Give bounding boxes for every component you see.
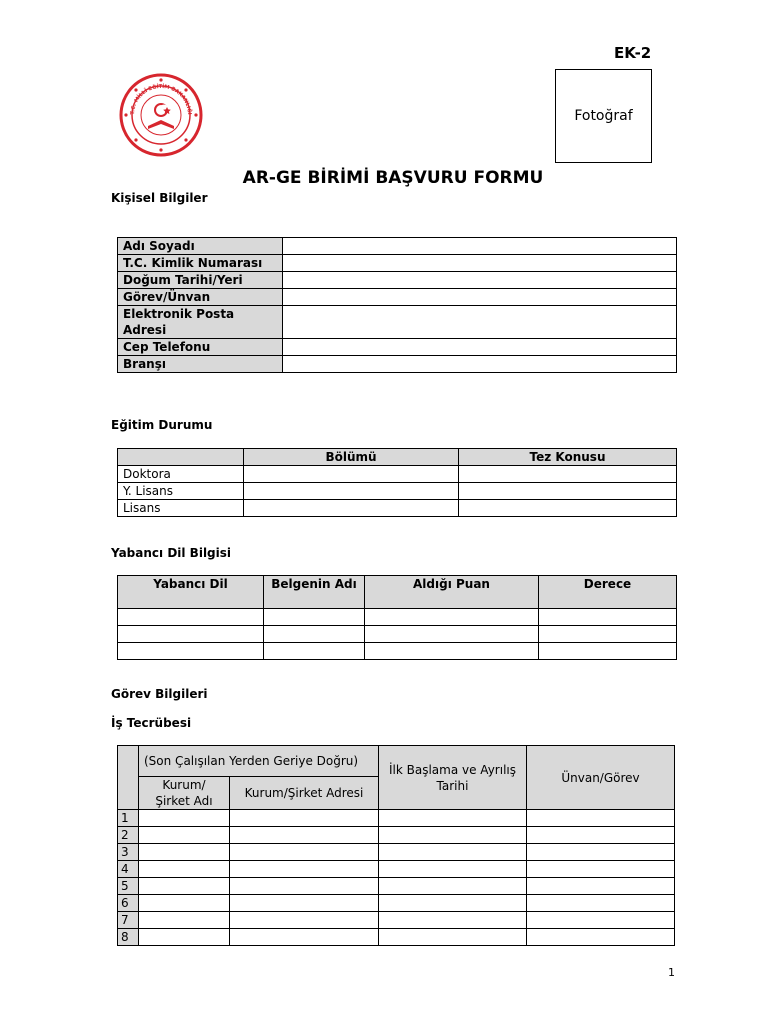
company-cell[interactable] [139, 844, 230, 861]
certificate-cell[interactable] [264, 626, 365, 643]
title-cell[interactable] [527, 929, 675, 946]
personal-row [118, 289, 677, 306]
title-cell[interactable] [527, 844, 675, 861]
company-cell[interactable] [139, 912, 230, 929]
experience-row [118, 810, 675, 827]
education-department-cell[interactable] [244, 500, 459, 517]
education-thesis-cell[interactable] [459, 483, 677, 500]
dates-cell[interactable] [379, 827, 527, 844]
experience-row-number: 2 [118, 827, 139, 844]
annex-label: EK-2 [614, 44, 652, 62]
title-cell[interactable] [527, 861, 675, 878]
experience-row [118, 861, 675, 878]
address-cell[interactable] [230, 912, 379, 929]
address-cell[interactable] [230, 827, 379, 844]
education-thesis-cell[interactable] [459, 500, 677, 517]
address-cell[interactable] [230, 844, 379, 861]
experience-row-number: 7 [118, 912, 139, 929]
dates-cell[interactable] [379, 895, 527, 912]
degree-cell[interactable] [539, 643, 677, 660]
experience-col-address: Kurum/Şirket Adresi [230, 777, 379, 810]
certificate-cell[interactable] [264, 609, 365, 626]
experience-table [117, 745, 675, 946]
job-info-heading: Görev Bilgileri [111, 687, 208, 701]
personal-field-input[interactable] [283, 272, 677, 289]
personal-field-label: T.C. Kimlik Numarası [118, 255, 283, 272]
experience-row [118, 912, 675, 929]
language-row [118, 626, 677, 643]
education-table [117, 448, 677, 517]
dates-cell[interactable] [379, 844, 527, 861]
experience-row-number: 1 [118, 810, 139, 827]
personal-field-input[interactable] [283, 289, 677, 306]
personal-info-heading: Kişisel Bilgiler [111, 191, 208, 205]
education-row [118, 500, 677, 517]
experience-col-index [118, 746, 139, 810]
company-cell[interactable] [139, 810, 230, 827]
form-title: AR-GE BİRİMİ BAŞVURU FORMU [242, 168, 544, 188]
page-number: 1 [668, 966, 675, 979]
education-col-department: Bölümü [244, 449, 459, 466]
language-col-score: Aldığı Puan [365, 576, 539, 609]
experience-row [118, 878, 675, 895]
language-cell[interactable] [118, 626, 264, 643]
personal-field-label: Branşı [118, 356, 283, 373]
address-cell[interactable] [230, 895, 379, 912]
experience-col-company: Kurum/ Şirket Adı [139, 777, 230, 810]
company-cell[interactable] [139, 929, 230, 946]
language-header-row [118, 576, 677, 609]
dates-cell[interactable] [379, 929, 527, 946]
experience-row-number: 4 [118, 861, 139, 878]
address-cell[interactable] [230, 810, 379, 827]
experience-header-row-1 [118, 746, 675, 777]
address-cell[interactable] [230, 929, 379, 946]
personal-field-input[interactable] [283, 255, 677, 272]
score-cell[interactable] [365, 626, 539, 643]
personal-field-label: Elektronik Posta Adresi [118, 306, 283, 339]
experience-row-number: 5 [118, 878, 139, 895]
personal-field-label: Doğum Tarihi/Yeri [118, 272, 283, 289]
personal-row [118, 255, 677, 272]
language-row [118, 643, 677, 660]
dates-cell[interactable] [379, 861, 527, 878]
company-cell[interactable] [139, 895, 230, 912]
experience-row-number: 3 [118, 844, 139, 861]
title-cell[interactable] [527, 810, 675, 827]
experience-row [118, 929, 675, 946]
personal-row [118, 306, 677, 339]
dates-cell[interactable] [379, 878, 527, 895]
dates-cell[interactable] [379, 912, 527, 929]
language-row [118, 609, 677, 626]
title-cell[interactable] [527, 878, 675, 895]
education-heading: Eğitim Durumu [111, 418, 213, 432]
degree-cell[interactable] [539, 609, 677, 626]
language-table [117, 575, 677, 660]
education-department-cell[interactable] [244, 483, 459, 500]
education-header-row [118, 449, 677, 466]
experience-col-dates: İlk Başlama ve Ayrılış Tarihi [379, 746, 527, 810]
experience-row [118, 844, 675, 861]
language-cell[interactable] [118, 643, 264, 660]
certificate-cell[interactable] [264, 643, 365, 660]
personal-field-input[interactable] [283, 306, 677, 339]
photo-placeholder[interactable] [555, 69, 652, 163]
degree-cell[interactable] [539, 626, 677, 643]
photo-label: Fotoğraf [574, 108, 633, 124]
personal-field-label: Görev/Ünvan [118, 289, 283, 306]
experience-heading: İş Tecrübesi [111, 716, 192, 730]
language-heading: Yabancı Dil Bilgisi [111, 546, 232, 560]
address-cell[interactable] [230, 878, 379, 895]
education-level-label: Doktora [118, 466, 244, 483]
education-col-thesis: Tez Konusu [459, 449, 677, 466]
experience-col-title: Ünvan/Görev [527, 746, 675, 810]
company-cell[interactable] [139, 878, 230, 895]
score-cell[interactable] [365, 609, 539, 626]
dates-cell[interactable] [379, 810, 527, 827]
education-department-cell[interactable] [244, 466, 459, 483]
experience-row [118, 895, 675, 912]
language-col-degree: Derece [539, 576, 677, 609]
personal-field-label: Cep Telefonu [118, 339, 283, 356]
title-cell[interactable] [527, 895, 675, 912]
personal-row [118, 238, 677, 255]
education-col-empty [118, 449, 244, 466]
education-row [118, 466, 677, 483]
personal-field-label: Adı Soyadı [118, 238, 283, 255]
education-level-label: Lisans [118, 500, 244, 517]
language-col-certificate: Belgenin Adı [264, 576, 365, 609]
education-thesis-cell[interactable] [459, 466, 677, 483]
personal-field-input[interactable] [283, 339, 677, 356]
language-col-language: Yabancı Dil [118, 576, 264, 609]
score-cell[interactable] [365, 643, 539, 660]
experience-row-number: 6 [118, 895, 139, 912]
personal-row [118, 339, 677, 356]
personal-row [118, 272, 677, 289]
language-cell[interactable] [118, 609, 264, 626]
education-row [118, 483, 677, 500]
company-cell[interactable] [139, 861, 230, 878]
personal-info-table [117, 237, 677, 373]
personal-row [118, 356, 677, 373]
personal-field-input[interactable] [283, 356, 677, 373]
title-cell[interactable] [527, 912, 675, 929]
experience-group-header: (Son Çalışılan Yerden Geriye Doğru) [139, 746, 379, 777]
experience-row-number: 8 [118, 929, 139, 946]
title-cell[interactable] [527, 827, 675, 844]
address-cell[interactable] [230, 861, 379, 878]
svg-text:T.C. MİLLÎ EĞİTİM BAKANLIĞI: T.C. MİLLÎ EĞİTİM BAKANLIĞI [129, 83, 193, 115]
experience-row [118, 827, 675, 844]
education-level-label: Y. Lisans [118, 483, 244, 500]
ministry-logo [118, 72, 204, 158]
company-cell[interactable] [139, 827, 230, 844]
personal-field-input[interactable] [283, 238, 677, 255]
